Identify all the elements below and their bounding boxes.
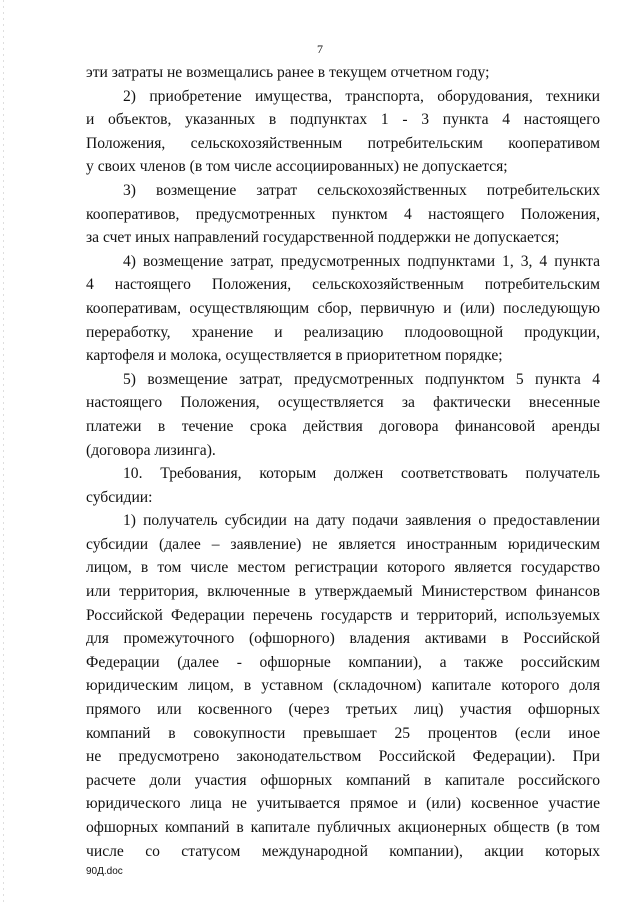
text-line: кооперативов, предусмотренных пунктом 4 настоящего Положения, bbox=[86, 205, 600, 223]
page-number: 7 bbox=[317, 42, 323, 56]
text-line: (договора лизинга). bbox=[86, 441, 216, 459]
text-line: платежи в течение срока действия договора финансовой аренды bbox=[86, 417, 600, 435]
text-line: 3) возмещение затрат сельскохозяйственных потребительских bbox=[123, 181, 600, 199]
text-line: Положения, сельскохозяйственным потребительским кооперативом bbox=[86, 134, 600, 152]
text-line: 2) приобретение имущества, транспорта, оборудования, техники bbox=[123, 87, 600, 105]
text-line: юридическим лицом, в уставном (складочном) капитале которого доля bbox=[86, 677, 600, 695]
text-line: субсидии (далее – заявление) не является иностранным юридическим bbox=[86, 535, 600, 553]
text-line: картофеля и молока, осуществляется в приоритетном порядке; bbox=[86, 347, 503, 365]
text-line: эти затраты не возмещались ранее в текущем отчетном году; bbox=[86, 64, 490, 81]
text-line: компаний в совокупности превышает 25 процентов (если иное bbox=[86, 724, 600, 742]
text-line: числе со статусом международной компании), акции которых bbox=[86, 842, 600, 860]
text-line: или территория, включенные в утверждаемый Министерством финансов bbox=[86, 583, 600, 601]
text-line: 4 настоящего Положения, сельскохозяйственным потребительским bbox=[86, 276, 600, 294]
text-line: не предусмотрено законодательством Российской Федерации). При bbox=[86, 748, 600, 766]
text-line: Федерации (далее - офшорные компании), а также российским bbox=[86, 653, 600, 671]
text-line: субсидии: bbox=[86, 488, 153, 506]
text-line: расчете доли участия офшорных компаний в капитале российского bbox=[86, 771, 600, 789]
text-line: 1) получатель субсидии на дату подачи заявления о предоставлении bbox=[123, 512, 600, 530]
text-line: прямого или косвенного (через третьих лиц) участия офшорных bbox=[86, 701, 600, 719]
text-line: за счет иных направлений государственной поддержки не допускается; bbox=[86, 229, 560, 247]
text-line: 5) возмещение затрат, предусмотренных подпунктом 5 пункта 4 bbox=[123, 370, 600, 388]
text-line: у своих членов (в том числе ассоциированных) не допускается; bbox=[86, 158, 508, 176]
text-line: и объектов, указанных в подпунктах 1 - 3 пункта 4 настоящего bbox=[86, 111, 600, 129]
text-line: 10. Требования, которым должен соответствовать получатель bbox=[123, 465, 600, 483]
text-line: настоящего Положения, осуществляется за фактически внесенные bbox=[86, 394, 600, 412]
text-line: юридического лица не учитывается прямое и (или) косвенное участие bbox=[86, 795, 600, 813]
text-line: офшорных компаний в капитале публичных акционерных обществ (в том bbox=[86, 819, 600, 836]
text-line: лицом, в том числе местом регистрации которого является государство bbox=[86, 559, 600, 577]
body-text bbox=[86, 61, 600, 863]
footer-filename: 90Д.doc bbox=[86, 866, 123, 877]
text-line: переработку, хранение и реализацию плодоовощной продукции, bbox=[86, 323, 600, 341]
text-line: Российской Федерации перечень государств и территорий, используемых bbox=[86, 606, 600, 624]
text-line: для промежуточного (офшорного) владения активами в Российской bbox=[86, 630, 600, 648]
scan-edge-artifact bbox=[3, 0, 4, 905]
text-line: кооперативам, осуществляющим сбор, первичную и (или) последующую bbox=[86, 299, 600, 317]
text-line: 4) возмещение затрат, предусмотренных подпунктами 1, 3, 4 пункта bbox=[123, 252, 600, 270]
